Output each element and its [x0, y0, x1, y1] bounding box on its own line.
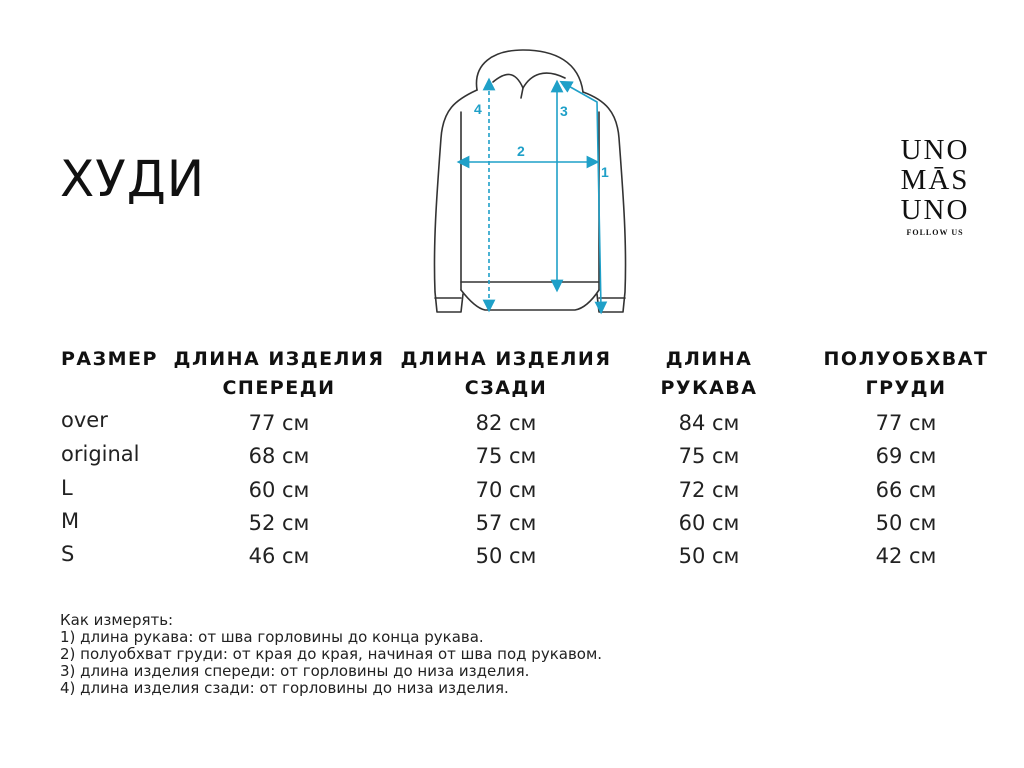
- logo-line-1: UNO: [900, 134, 970, 166]
- page-title: ХУДИ: [60, 150, 206, 208]
- cell-back-length: 57 см: [475, 511, 537, 535]
- header-front-length-line1: ДЛИНА ИЗДЕЛИЯ: [173, 348, 385, 370]
- header-sleeve-length-line2: РУКАВА: [660, 377, 758, 399]
- hoodie-outline-icon: [415, 42, 645, 322]
- header-chest-half-line1: ПОЛУОБХВАТ: [823, 348, 989, 370]
- header-back-length-line2: СЗАДИ: [464, 377, 548, 399]
- cell-front-length: 52 см: [248, 511, 310, 535]
- measurement-notes: [60, 612, 602, 697]
- measure-label-2: 2: [517, 143, 525, 159]
- cell-back-length: 82 см: [475, 411, 537, 435]
- cell-front-length: 46 см: [248, 544, 310, 568]
- hoodie-diagram: [415, 42, 645, 322]
- cell-chest-half: 66 см: [875, 478, 937, 502]
- cell-back-length: 75 см: [475, 444, 537, 468]
- cell-sleeve-length: 75 см: [678, 444, 740, 468]
- cell-chest-half: 77 см: [875, 411, 937, 435]
- measure-label-4: 4: [474, 101, 482, 117]
- cell-sleeve-length: 60 см: [678, 511, 740, 535]
- cell-sleeve-length: 84 см: [678, 411, 740, 435]
- header-chest-half: [815, 345, 997, 403]
- header-back-length: [397, 345, 615, 403]
- logo-tagline: FOLLOW US: [906, 228, 964, 237]
- measure-label-3: 3: [560, 103, 568, 119]
- cell-chest-half: 50 см: [875, 511, 937, 535]
- cell-front-length: 60 см: [248, 478, 310, 502]
- logo-line-2: MĀS: [900, 164, 970, 196]
- cell-front-length: 68 см: [248, 444, 310, 468]
- header-size: [61, 345, 171, 374]
- cell-back-length: 50 см: [475, 544, 537, 568]
- header-back-length-line1: ДЛИНА ИЗДЕЛИЯ: [400, 348, 612, 370]
- cell-chest-half: 69 см: [875, 444, 937, 468]
- header-sleeve-length-line1: ДЛИНА: [665, 348, 753, 370]
- row-size-label: L: [61, 476, 73, 500]
- cell-front-length: 77 см: [248, 411, 310, 435]
- brand-logo: [892, 135, 978, 237]
- row-size-label: M: [61, 509, 80, 533]
- cell-sleeve-length: 50 см: [678, 544, 740, 568]
- cell-sleeve-length: 72 см: [678, 478, 740, 502]
- header-size-line: РАЗМЕР: [61, 348, 158, 370]
- cell-back-length: 70 см: [475, 478, 537, 502]
- note-item: 1) длина рукава: от шва горловины до конца рукава.: [60, 628, 484, 646]
- logo-line-3: UNO: [900, 194, 970, 226]
- row-size-label: over: [61, 408, 108, 432]
- note-item: 3) длина изделия спереди: от горловины до низа изделия.: [60, 662, 530, 680]
- row-size-label: S: [61, 542, 75, 566]
- header-front-length: [170, 345, 388, 403]
- row-size-label: original: [61, 442, 140, 466]
- note-item: 4) длина изделия сзади: от горловины до низа изделия.: [60, 679, 509, 697]
- note-item: 2) полуобхват груди: от края до края, начиная от шва под рукавом.: [60, 645, 603, 663]
- header-chest-half-line2: ГРУДИ: [865, 377, 947, 399]
- header-sleeve-length: [629, 345, 789, 403]
- notes-heading: Как измерять:: [60, 611, 174, 629]
- measure-label-1: 1: [601, 164, 609, 180]
- header-front-length-line2: СПЕРЕДИ: [222, 377, 336, 399]
- cell-chest-half: 42 см: [875, 544, 937, 568]
